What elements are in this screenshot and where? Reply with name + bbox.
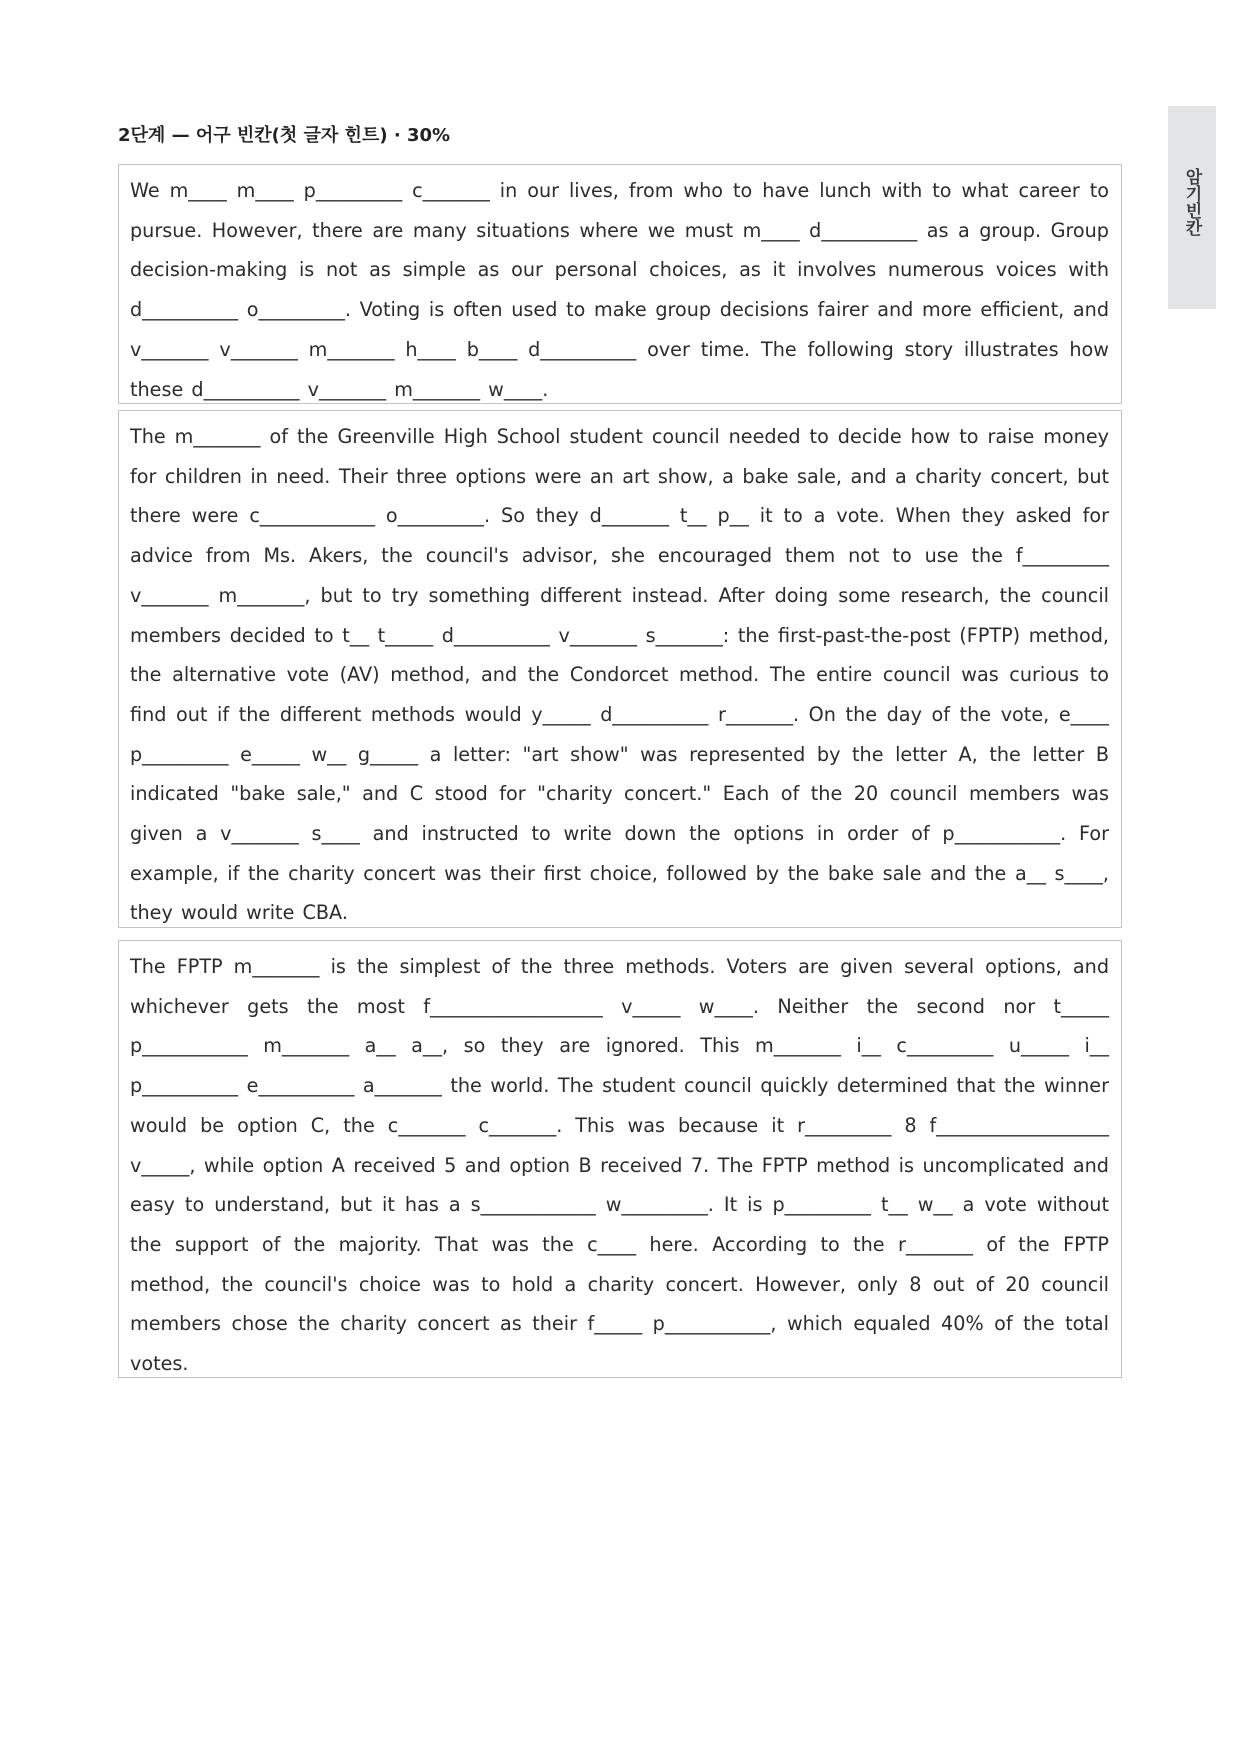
section-title: 2단계 — 어구 빈칸(첫 글자 힌트) · 30% (118, 125, 451, 146)
passage-text-3: The FPTP m_______ is the simplest of the three methods. Voters are given several options, and whichever gets the most f__________________ v_____ w____. Neither the second nor t_____ p___________ m_______ a__ a__, so they are ignored. This m_______ i__ c_________ u_____ i__ p__________ e__________ a_______ the world. The student council quickly determined that the winner would be option C, the c_______ c_______. This was because it r_________ 8 f__________________ v_____, while option A received 5 and option B received 7. The FPTP method is uncomplicated and easy to understand, but it has a s____________ w_________. It is p_________ t__ w__ a vote without the support of the majority. That was the c____ here. According to the r_______ of the FPTP method, the council's choice was to hold a charity concert. However, only 8 out of 20 council members chose the charity concert as their f_____ p___________, which equaled 40% of the total votes. (130, 955, 1109, 1376)
side-tab-label: 암기빈칸 (1181, 168, 1202, 236)
side-tab[interactable] (1168, 106, 1216, 309)
passage-box-2 (118, 410, 1122, 928)
passage-box-1 (118, 164, 1122, 404)
passage-text-1: We m____ m____ p_________ c_______ in our lives, from who to have lunch with to what career to pursue. However, there are many situations where we must m____ d__________ as a group. Group decision-making is not as simple as our personal choices, as it involves numerous voices with d__________ o_________. Voting is often used to make group decisions fairer and more efficient, and v_______ v_______ m_______ h____ b____ d__________ over time. The following story illustrates how these d__________ v_______ m_______ w____. (130, 179, 1109, 401)
passage-box-3 (118, 940, 1122, 1378)
passage-text-2: The m_______ of the Greenville High School student council needed to decide how to raise money for children in need. Their three options were an art show, a bake sale, and a charity concert, but there were c____________ o_________. So they d_______ t__ p__ it to a vote. When they asked for advice from Ms. Akers, the council's advisor, she encouraged them not to use the f_________ v_______ m_______, but to try something different instead. After doing some research, the council members decided to t__ t_____ d__________ v_______ s_______: the first-past-the-post (FPTP) method, the alternative vote (AV) method, and the Condorcet method. The entire council was curious to find out if the different methods would y_____ d__________ r_______. On the day of the vote, e____ p_________ e_____ w__ g_____ a letter: "art show" was represented by the letter A, the letter B indicated "bake sale," and C stood for "charity concert." Each of the 20 council members was given a v_______ s____ and instructed to write down the options in order of p___________. For example, if the charity concert was their first choice, followed by the bake sale and the a__ s____, they would write CBA. (130, 425, 1109, 925)
